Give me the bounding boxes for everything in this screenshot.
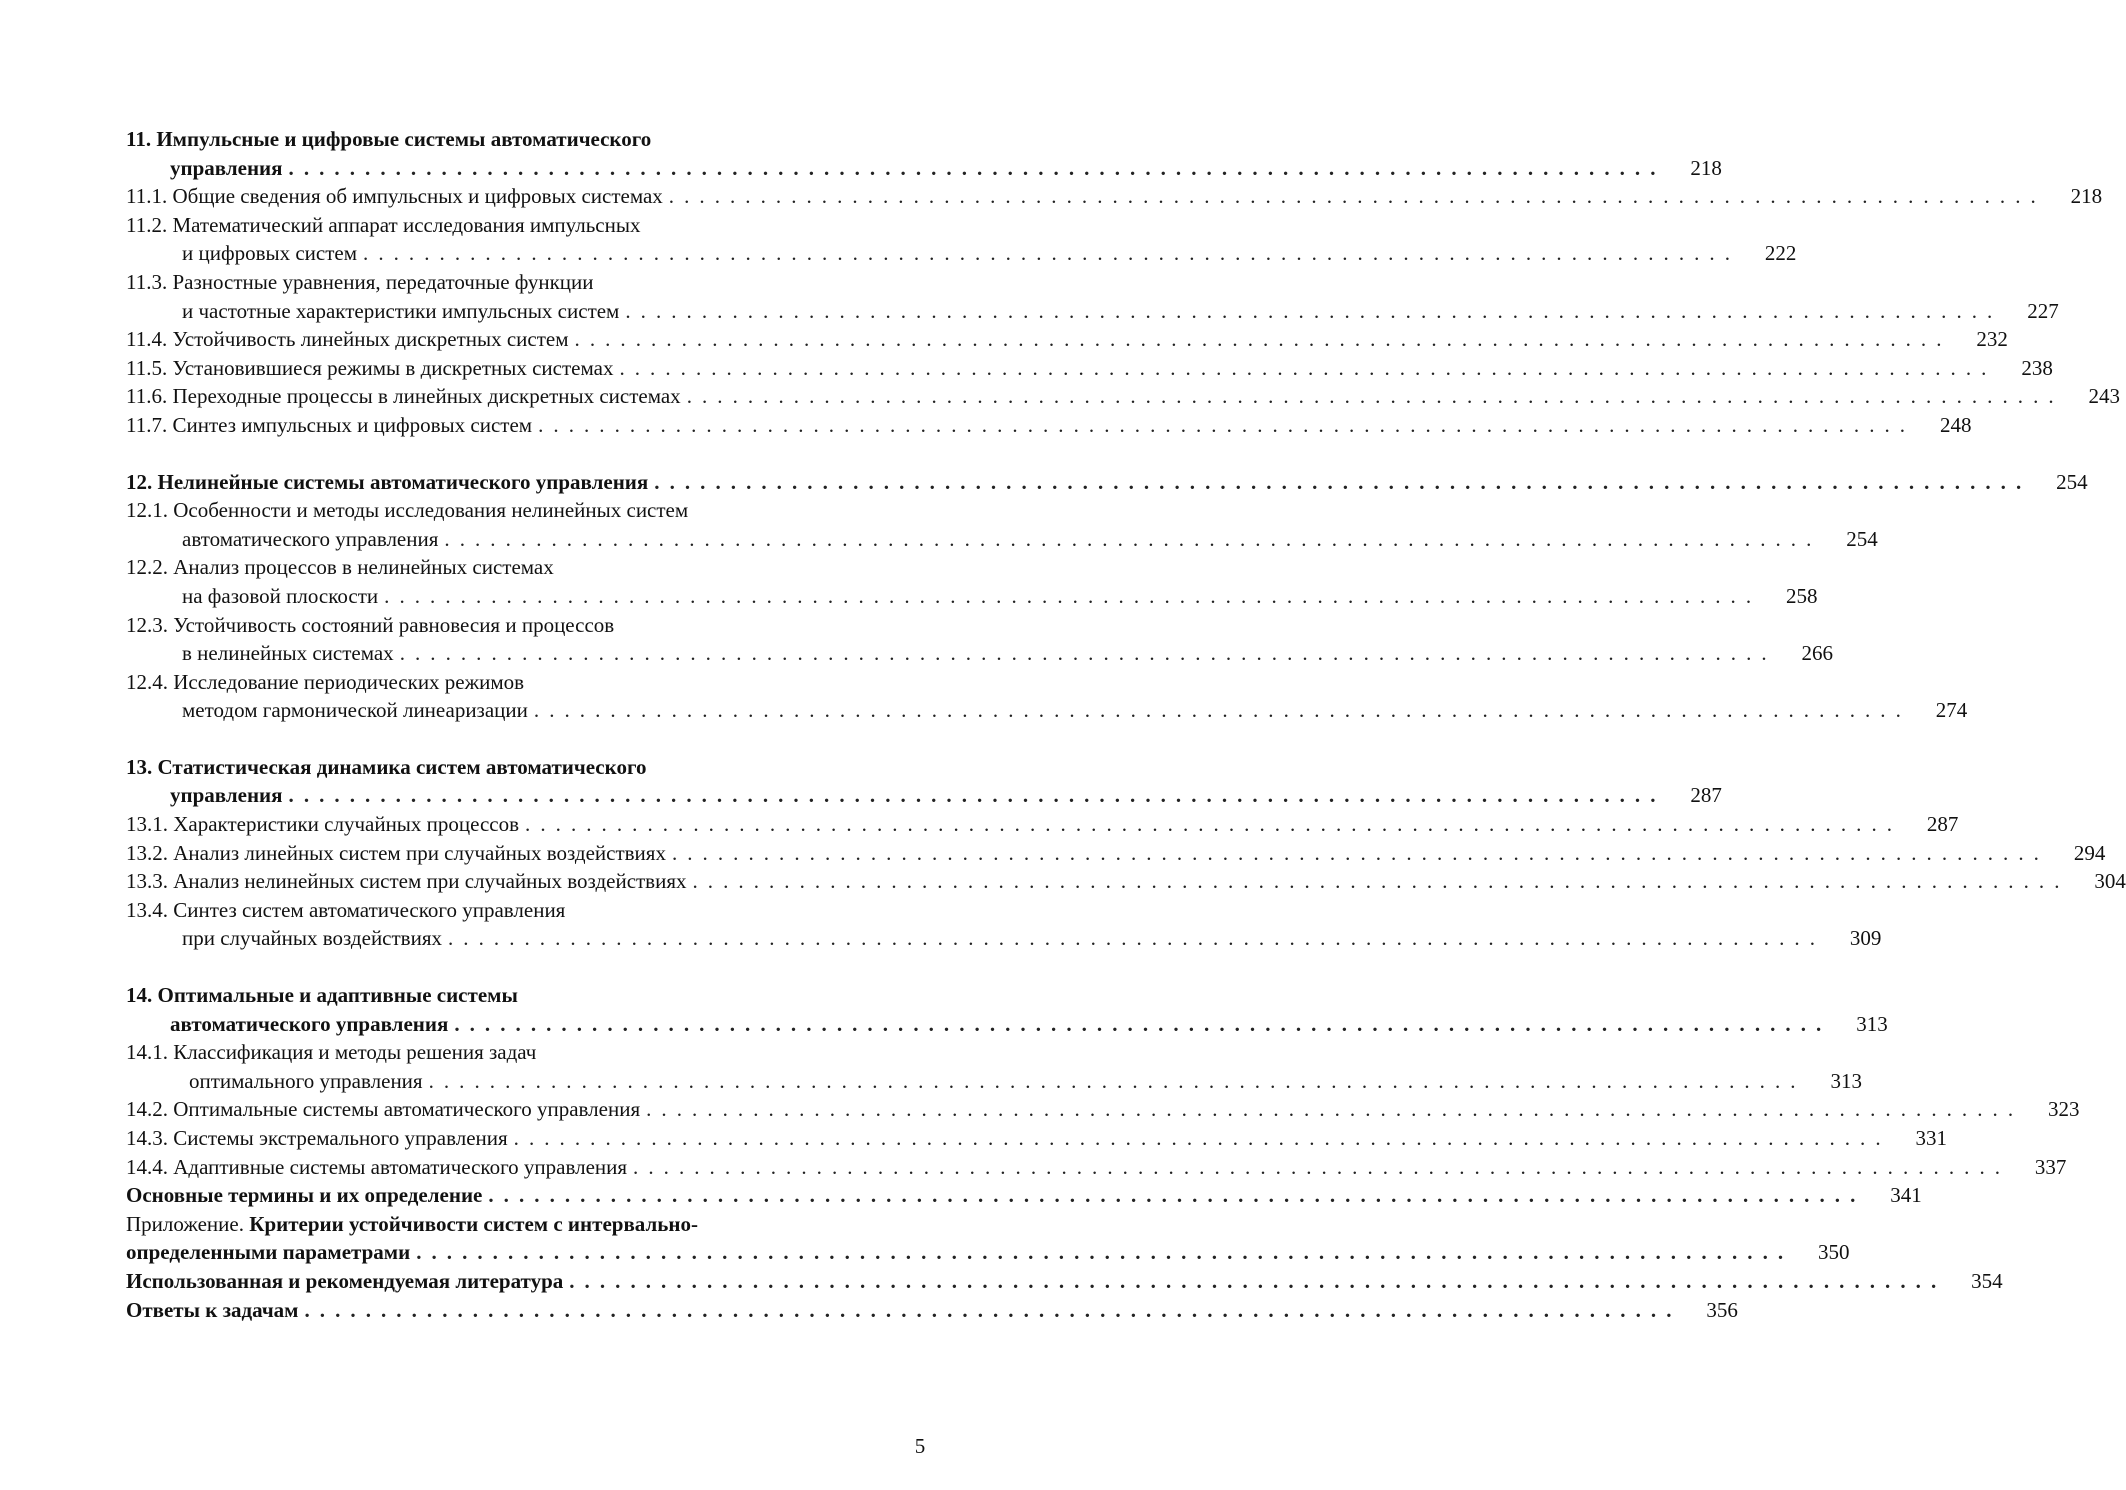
toc-entry-title — [126, 1010, 448, 1039]
toc-entry[interactable] — [126, 553, 916, 582]
toc-entry-page: 313 — [1856, 1011, 1888, 1036]
toc-entry-page: 309 — [1849, 926, 1882, 951]
toc-entry-text: Ответы к задачам — [126, 1297, 299, 1322]
toc-entry[interactable] — [126, 1010, 1888, 1039]
toc-entry-text: 12.3. Устойчивость состояний равновесия и процессов — [126, 612, 615, 637]
table-of-contents — [126, 125, 2126, 1324]
toc-entry[interactable] — [126, 1238, 1850, 1267]
dot-leader: . . . . . . . . . . . . . . . . . . . . . . . . . . . . . . . . . . . . . . . . . . . . . . . . . . . . . . . . . . . . . . . . . . . . . . . . . . . . . . . . . . . . . . . . . . — [428, 1068, 1798, 1093]
toc-entry-title — [126, 896, 565, 925]
toc-entry-title — [126, 553, 554, 582]
toc-entry-title — [126, 582, 378, 611]
dot-leader: . . . . . . . . . . . . . . . . . . . . . . . . . . . . . . . . . . . . . . . . . . . . . . . . . . . . . . . . . . . . . . . . . . . . . . . . . . . . . . . . . . . . . . . . . . — [454, 1011, 1824, 1036]
toc-entry-title — [126, 1153, 627, 1182]
toc-entry-page: 218 — [2070, 184, 2103, 209]
toc-entry-page: 266 — [1801, 641, 1834, 666]
toc-entry-title — [126, 411, 532, 440]
section-gap — [126, 725, 916, 753]
toc-entry-title — [126, 810, 519, 839]
toc-entry[interactable] — [126, 1181, 1922, 1210]
toc-entry[interactable] — [126, 896, 916, 925]
toc-entry-text: 13.2. Анализ линейных систем при случайных воздействиях — [126, 840, 666, 865]
toc-entry-text: 12.2. Анализ процессов в нелинейных системах — [126, 555, 554, 580]
toc-entry-text: и цифровых систем — [182, 241, 358, 266]
toc-entry[interactable] — [126, 639, 1834, 668]
toc-entry[interactable] — [126, 1267, 2003, 1296]
toc-entry[interactable] — [126, 611, 916, 640]
toc-entry-title — [126, 668, 524, 697]
toc-entry-page: 238 — [2021, 355, 2053, 380]
toc-entry[interactable] — [126, 182, 2103, 211]
toc-entry-title — [126, 867, 687, 896]
toc-entry[interactable] — [126, 1153, 2067, 1182]
toc-entry-title — [126, 1124, 508, 1153]
toc-entry-title — [126, 125, 651, 154]
toc-entry-title — [126, 753, 646, 782]
toc-entry-page: 337 — [2034, 1154, 2067, 1179]
toc-entry-title — [126, 1095, 640, 1124]
page-number: 5 — [914, 1434, 926, 1458]
toc-entry-page: 350 — [1818, 1240, 1850, 1265]
dot-leader: . . . . . . . . . . . . . . . . . . . . . . . . . . . . . . . . . . . . . . . . . . . . . . . . . . . . . . . . . . . . . . . . . . . . . . . . . . . . . . . . . . . . . . . . . . — [304, 1297, 1674, 1322]
toc-entry-page: 254 — [2056, 469, 2088, 494]
toc-entry[interactable] — [126, 1124, 1948, 1153]
toc-entry[interactable] — [126, 1296, 1738, 1325]
toc-entry[interactable] — [126, 382, 2121, 411]
dot-leader: . . . . . . . . . . . . . . . . . . . . . . . . . . . . . . . . . . . . . . . . . . . . . . . . . . . . . . . . . . . . . . . . . . . . . . . . . . . . . . . . . . . . . . . . . . — [288, 155, 1658, 180]
toc-entry-page: 243 — [2088, 384, 2121, 409]
dot-leader: . . . . . . . . . . . . . . . . . . . . . . . . . . . . . . . . . . . . . . . . . . . . . . . . . . . . . . . . . . . . . . . . . . . . . . . . . . . . . . . . . . . . . . . . . . — [646, 1097, 2016, 1122]
toc-entry-page: 304 — [2094, 869, 2126, 894]
toc-entry[interactable] — [126, 981, 916, 1010]
dot-leader: . . . . . . . . . . . . . . . . . . . . . . . . . . . . . . . . . . . . . . . . . . . . . . . . . . . . . . . . . . . . . . . . . . . . . . . . . . . . . . . . . . . . . . . . . . — [533, 698, 1904, 723]
toc-entry-text: 13.3. Анализ нелинейных систем при случайных воздействиях — [126, 869, 687, 894]
dot-leader: . . . . . . . . . . . . . . . . . . . . . . . . . . . . . . . . . . . . . . . . . . . . . . . . . . . . . . . . . . . . . . . . . . . . . . . . . . . . . . . . . . . . . . . . . . — [671, 840, 2042, 865]
toc-entry-page: 287 — [1926, 812, 1959, 837]
toc-entry[interactable] — [126, 154, 1722, 183]
dot-leader: . . . . . . . . . . . . . . . . . . . . . . . . . . . . . . . . . . . . . . . . . . . . . . . . . . . . . . . . . . . . . . . . . . . . . . . . . . . . . . . . . . . . . . . . . . — [654, 469, 2024, 494]
dot-leader: . . . . . . . . . . . . . . . . . . . . . . . . . . . . . . . . . . . . . . . . . . . . . . . . . . . . . . . . . . . . . . . . . . . . . . . . . . . . . . . . . . . . . . . . . . — [288, 783, 1658, 808]
toc-entry-text: 11.4. Устойчивость линейных дискретных систем — [126, 327, 569, 352]
toc-entry-text: 12.1. Особенности и методы исследования нелинейных систем — [126, 498, 689, 523]
toc-entry-text: и частотные характеристики импульсных систем — [182, 298, 620, 323]
dot-leader: . . . . . . . . . . . . . . . . . . . . . . . . . . . . . . . . . . . . . . . . . . . . . . . . . . . . . . . . . . . . . . . . . . . . . . . . . . . . . . . . . . . . . . . . . . — [619, 355, 1989, 380]
toc-entry[interactable] — [126, 125, 916, 154]
section-gap — [126, 953, 916, 981]
toc-entry-title — [126, 1181, 482, 1210]
toc-entry-text: 11.1. Общие сведения об импульсных и цифровых системах — [126, 184, 663, 209]
toc-entry[interactable] — [126, 297, 2059, 326]
toc-entry[interactable] — [126, 1095, 2080, 1124]
toc-entry-text: 14.3. Системы экстремального управления — [126, 1126, 508, 1150]
toc-entry-page: 232 — [1976, 327, 2008, 352]
dot-leader: . . . . . . . . . . . . . . . . . . . . . . . . . . . . . . . . . . . . . . . . . . . . . . . . . . . . . . . . . . . . . . . . . . . . . . . . . . . . . . . . . . . . . . . . . . — [686, 384, 2057, 409]
toc-entry-text: 13.1. Характеристики случайных процессов — [126, 812, 520, 837]
toc-entry-text: 11. Импульсные и цифровые системы автоматического — [126, 127, 652, 151]
toc-entry-title — [126, 639, 394, 668]
toc-entry-page: 218 — [1690, 155, 1722, 180]
toc-entry-page: 323 — [2047, 1097, 2080, 1122]
toc-entry-title — [126, 1038, 536, 1067]
toc-entry-page: 254 — [1846, 526, 1878, 551]
dot-leader: . . . . . . . . . . . . . . . . . . . . . . . . . . . . . . . . . . . . . . . . . . . . . . . . . . . . . . . . . . . . . . . . . . . . . . . . . . . . . . . . . . . . . . . . . . — [625, 298, 1995, 323]
toc-entry[interactable] — [126, 668, 916, 697]
toc-entry-page: 287 — [1690, 783, 1722, 808]
toc-entry[interactable] — [126, 753, 916, 782]
toc-entry-title — [126, 839, 666, 868]
toc-entry-text: определенными параметрами — [126, 1240, 411, 1265]
toc-entry-title — [126, 1210, 698, 1239]
toc-entry-text: управления — [170, 783, 283, 808]
toc-entry-text: в нелинейных системах — [182, 641, 394, 666]
toc-entry-page: 356 — [1706, 1297, 1738, 1322]
toc-entry-title — [126, 611, 614, 640]
dot-leader: . . . . . . . . . . . . . . . . . . . . . . . . . . . . . . . . . . . . . . . . . . . . . . . . . . . . . . . . . . . . . . . . . . . . . . . . . . . . . . . . . . . . . . . . . . — [569, 1268, 1939, 1293]
toc-entry[interactable] — [126, 1038, 916, 1067]
toc-entry[interactable] — [126, 525, 1878, 554]
toc-entry[interactable] — [126, 268, 916, 297]
toc-entry-page: 274 — [1935, 698, 1968, 723]
toc-entry-text: 12.4. Исследование периодических режимов — [126, 669, 525, 694]
toc-entry-text: методом гармонической линеаризации — [182, 698, 528, 723]
toc-entry-page: 258 — [1786, 583, 1818, 608]
toc-entry-text: управления — [170, 155, 283, 180]
dot-leader: . . . . . . . . . . . . . . . . . . . . . . . . . . . . . . . . . . . . . . . . . . . . . . . . . . . . . . . . . . . . . . . . . . . . . . . . . . . . . . . . . . . . . . . . . . — [668, 184, 2039, 209]
toc-entry-text: Основные термины и их определение — [126, 1183, 483, 1208]
toc-entry[interactable] — [126, 810, 1959, 839]
toc-entry[interactable] — [126, 468, 2088, 497]
toc-entry-title — [126, 781, 283, 810]
toc-entry-title — [126, 297, 619, 326]
dot-leader: . . . . . . . . . . . . . . . . . . . . . . . . . . . . . . . . . . . . . . . . . . . . . . . . . . . . . . . . . . . . . . . . . . . . . . . . . . . . . . . . . . . . . . . . . . — [633, 1154, 2003, 1179]
toc-entry-text: 13. Статистическая динамика систем автоматического — [126, 754, 647, 779]
toc-entry-text: 11.6. Переходные процессы в линейных дискретных системах — [126, 384, 681, 409]
toc-entry-title — [126, 354, 613, 383]
toc-entry-title — [126, 525, 438, 554]
dot-leader: . . . . . . . . . . . . . . . . . . . . . . . . . . . . . . . . . . . . . . . . . . . . . . . . . . . . . . . . . . . . . . . . . . . . . . . . . . . . . . . . . . . . . . . . . . — [692, 869, 2062, 894]
toc-entry-title — [126, 924, 442, 953]
toc-entry-page: 341 — [1890, 1183, 1922, 1208]
toc-entry-page: 294 — [2073, 840, 2106, 865]
toc-entry-text: автоматического управления — [170, 1011, 449, 1036]
toc-entry-title — [126, 1067, 423, 1096]
toc-entry-title — [126, 382, 681, 411]
toc-entry-page: 248 — [1939, 412, 1972, 437]
toc-entry-title — [126, 211, 640, 240]
toc-entry[interactable] — [126, 781, 1722, 810]
toc-entry-title — [126, 239, 357, 268]
toc-entry-text: Использованная и рекомендуемая литература — [126, 1268, 564, 1293]
toc-entry-page: 222 — [1764, 241, 1797, 266]
toc-entry[interactable] — [126, 411, 1972, 440]
toc-entry-text: 14.1. Классификация и методы решения задач — [126, 1040, 537, 1065]
toc-entry-title — [126, 1296, 299, 1325]
toc-entry[interactable] — [126, 1067, 1862, 1096]
toc-entry-text: 14.2. Оптимальные системы автоматического управления — [126, 1097, 641, 1122]
toc-entry[interactable] — [126, 867, 2126, 896]
dot-leader: . . . . . . . . . . . . . . . . . . . . . . . . . . . . . . . . . . . . . . . . . . . . . . . . . . . . . . . . . . . . . . . . . . . . . . . . . . . . . . . . . . . . . . . . . . — [444, 526, 1814, 551]
toc-entry-title — [126, 1238, 410, 1267]
toc-entry-title — [126, 154, 283, 183]
toc-entry-text: 12. Нелинейные системы автоматического управления — [126, 469, 649, 494]
toc-entry[interactable] — [126, 496, 916, 525]
toc-entry[interactable] — [126, 696, 1968, 725]
toc-entry-text: 14.4. Адаптивные системы автоматического управления — [126, 1154, 628, 1179]
toc-entry[interactable] — [126, 924, 1882, 953]
toc-entry-text: при случайных воздействиях — [182, 926, 442, 951]
toc-entry-text: оптимального управления — [189, 1068, 423, 1093]
toc-entry-text: 11.3. Разностные уравнения, передаточные функции — [126, 269, 594, 294]
toc-entry-text: автоматического управления — [182, 526, 439, 551]
toc-entry[interactable] — [126, 325, 2008, 354]
dot-leader: . . . . . . . . . . . . . . . . . . . . . . . . . . . . . . . . . . . . . . . . . . . . . . . . . . . . . . . . . . . . . . . . . . . . . . . . . . . . . . . . . . . . . . . . . . — [384, 583, 1754, 608]
toc-entry-page: 313 — [1830, 1068, 1862, 1093]
toc-entry-title — [126, 325, 569, 354]
toc-entry[interactable] — [126, 582, 1818, 611]
dot-leader: . . . . . . . . . . . . . . . . . . . . . . . . . . . . . . . . . . . . . . . . . . . . . . . . . . . . . . . . . . . . . . . . . . . . . . . . . . . . . . . . . . . . . . . . . . — [538, 412, 1908, 437]
toc-entry-text: 11.7. Синтез импульсных и цифровых систем — [126, 412, 533, 437]
toc-entry-title — [126, 268, 594, 297]
toc-entry-text: Критерии устойчивости систем с интервально- — [249, 1211, 698, 1236]
dot-leader: . . . . . . . . . . . . . . . . . . . . . . . . . . . . . . . . . . . . . . . . . . . . . . . . . . . . . . . . . . . . . . . . . . . . . . . . . . . . . . . . . . . . . . . . . . — [513, 1126, 1884, 1150]
dot-leader: . . . . . . . . . . . . . . . . . . . . . . . . . . . . . . . . . . . . . . . . . . . . . . . . . . . . . . . . . . . . . . . . . . . . . . . . . . . . . . . . . . . . . . . . . . — [488, 1183, 1858, 1208]
toc-entry-text: 13.4. Синтез систем автоматического управления — [126, 897, 566, 922]
toc-entry-text: на фазовой плоскости — [182, 583, 379, 608]
toc-entry-text: 14. Оптимальные и адаптивные системы — [126, 983, 518, 1008]
dot-leader: . . . . . . . . . . . . . . . . . . . . . . . . . . . . . . . . . . . . . . . . . . . . . . . . . . . . . . . . . . . . . . . . . . . . . . . . . . . . . . . . . . . . . . . . . . — [416, 1240, 1786, 1265]
toc-entry-title — [126, 468, 648, 497]
toc-entry-prefix: Приложение. — [126, 1211, 250, 1236]
toc-entry-title — [126, 696, 528, 725]
toc-entry-title — [126, 182, 663, 211]
toc-entry-page: 331 — [1915, 1126, 1948, 1150]
toc-entry-title — [126, 1267, 563, 1296]
toc-entry[interactable] — [126, 239, 1797, 268]
dot-leader: . . . . . . . . . . . . . . . . . . . . . . . . . . . . . . . . . . . . . . . . . . . . . . . . . . . . . . . . . . . . . . . . . . . . . . . . . . . . . . . . . . . . . . . . . . — [525, 812, 1895, 837]
dot-leader: . . . . . . . . . . . . . . . . . . . . . . . . . . . . . . . . . . . . . . . . . . . . . . . . . . . . . . . . . . . . . . . . . . . . . . . . . . . . . . . . . . . . . . . . . . — [399, 641, 1770, 666]
toc-entry-page: 227 — [2027, 298, 2059, 323]
dot-leader: . . . . . . . . . . . . . . . . . . . . . . . . . . . . . . . . . . . . . . . . . . . . . . . . . . . . . . . . . . . . . . . . . . . . . . . . . . . . . . . . . . . . . . . . . . — [363, 241, 1733, 266]
toc-entry[interactable] — [126, 1210, 916, 1239]
toc-entry-page: 354 — [1971, 1268, 2003, 1293]
toc-entry[interactable] — [126, 354, 2053, 383]
toc-entry-text: 11.5. Установившиеся режимы в дискретных системах — [126, 355, 614, 380]
toc-entry[interactable] — [126, 211, 916, 240]
toc-entry-text: 11.2. Математический аппарат исследования импульсных — [126, 212, 641, 237]
dot-leader: . . . . . . . . . . . . . . . . . . . . . . . . . . . . . . . . . . . . . . . . . . . . . . . . . . . . . . . . . . . . . . . . . . . . . . . . . . . . . . . . . . . . . . . . . . — [574, 327, 1944, 352]
toc-entry-title — [126, 496, 688, 525]
toc-entry-title — [126, 981, 518, 1010]
toc-entry[interactable] — [126, 839, 2106, 868]
dot-leader: . . . . . . . . . . . . . . . . . . . . . . . . . . . . . . . . . . . . . . . . . . . . . . . . . . . . . . . . . . . . . . . . . . . . . . . . . . . . . . . . . . . . . . . . . . — [448, 926, 1818, 951]
section-gap — [126, 440, 916, 468]
